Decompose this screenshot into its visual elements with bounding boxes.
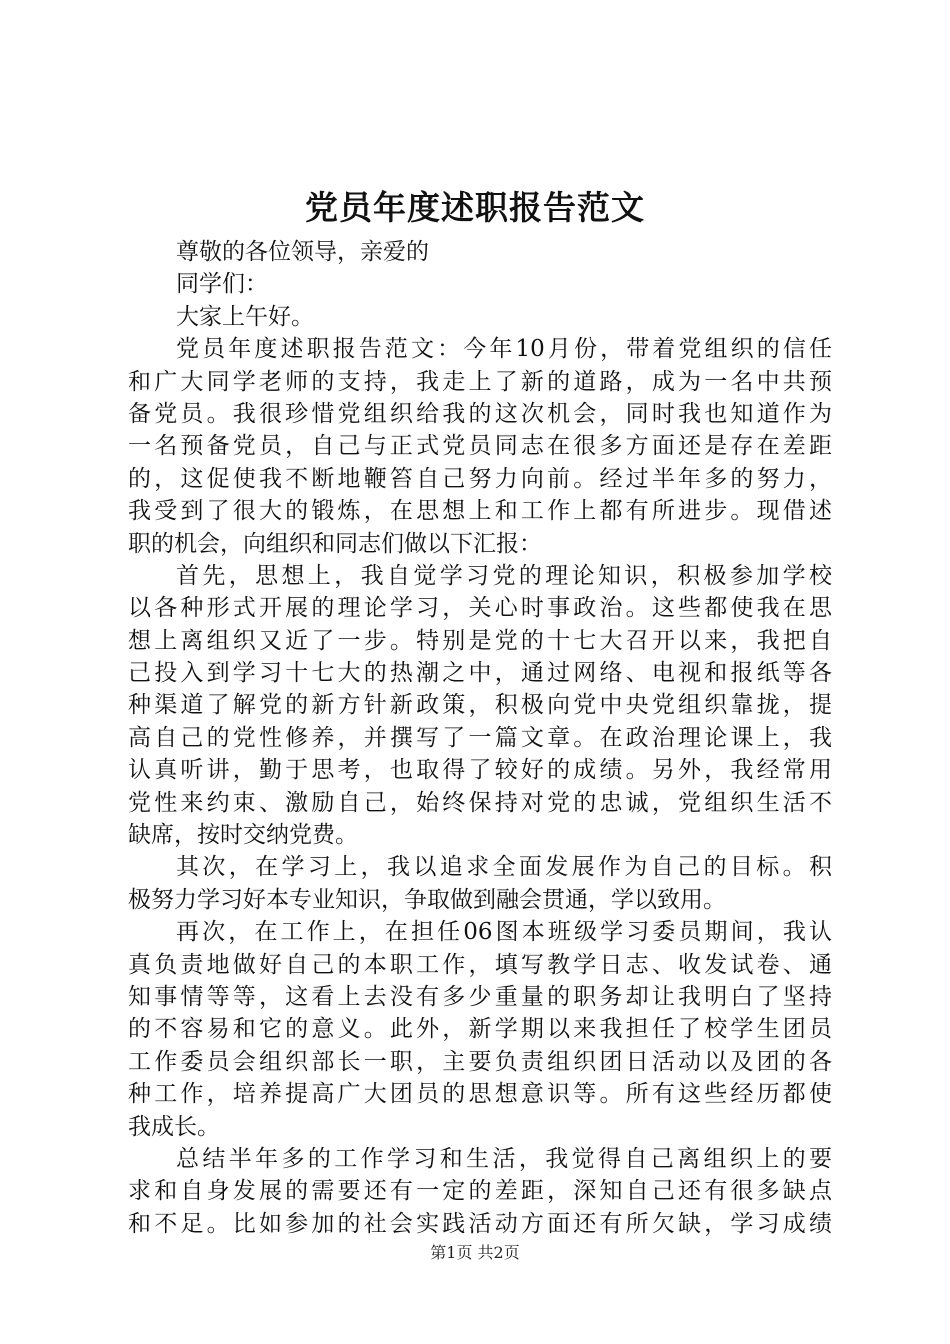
body-line: 己投入到学习十七大的热潮之中，通过网络、电视和报纸等各	[128, 660, 832, 687]
body-line: 工作委员会组织部长一职，主要负责组织团日活动以及团的各	[128, 1048, 832, 1075]
document-title: 党员年度述职报告范文	[305, 188, 645, 227]
body-line: 我成长。	[128, 1113, 220, 1140]
body-line: 以各种形式开展的理论学习，关心时事政治。这些都使我在思	[128, 595, 832, 622]
body-line: 知事情等等，这看上去没有多少重量的职务却让我明白了坚持	[128, 983, 832, 1010]
body-line: 种渠道了解党的新方针新政策，积极向党中央党组织靠拢，提	[128, 692, 832, 719]
body-line: 职的机会，向组织和同志们做以下汇报：	[128, 530, 542, 557]
body-line: 再次，在工作上，在担任06图本班级学习委员期间，我认	[176, 919, 832, 946]
body-line: 想上离组织又近了一步。特别是党的十七大召开以来，我把自	[128, 627, 832, 654]
body-line: 缺席，按时交纳党费。	[128, 822, 358, 849]
body-line: 大家上午好。	[176, 303, 314, 330]
body-line: 认真听讲，勤于思考，也取得了较好的成绩。另外，我经常用	[128, 757, 832, 784]
page-footer: 第1页 共2页	[430, 1243, 520, 1262]
body-line: 我受到了很大的锻炼，在思想上和工作上都有所进步。现借述	[128, 498, 832, 525]
body-line: 党性来约束、激励自己，始终保持对党的忠诚，党组织生活不	[128, 789, 832, 816]
body-line: 其次，在学习上，我以追求全面发展作为自己的目标。积	[176, 854, 832, 881]
body-line: 备党员。我很珍惜党组织给我的这次机会，同时我也知道作为	[128, 400, 832, 427]
body-line: 一名预备党员，自己与正式党员同志在很多方面还是存在差距	[128, 433, 832, 460]
document-body	[128, 236, 832, 1240]
body-line: 总结半年多的工作学习和生活，我觉得自己离组织上的要	[176, 1145, 832, 1172]
body-line: 真负责地做好自己的本职工作，填写教学日志、收发试卷、通	[128, 951, 832, 978]
body-line: 高自己的党性修养，并撰写了一篇文章。在政治理论课上，我	[128, 724, 832, 751]
body-line: 求和自身发展的需要还有一定的差距，深知自己还有很多缺点	[128, 1178, 832, 1205]
body-line: 尊敬的各位领导，亲爱的	[176, 239, 429, 265]
body-line: 和广大同学老师的支持，我走上了新的道路，成为一名中共预	[128, 368, 832, 395]
body-line: 党员年度述职报告范文：今年10月份，带着党组织的信任	[176, 336, 832, 363]
body-line: 的不容易和它的意义。此外，新学期以来我担任了校学生团员	[128, 1016, 832, 1043]
body-line: 首先，思想上，我自觉学习党的理论知识，积极参加学校	[176, 562, 832, 589]
body-line: 同学们：	[176, 271, 268, 298]
body-line: 种工作，培养提高广大团员的思想意识等。所有这些经历都使	[128, 1081, 832, 1108]
body-line: 极努力学习好本专业知识，争取做到融会贯通，学以致用。	[128, 886, 726, 913]
body-line: 和不足。比如参加的社会实践活动方面还有所欠缺，学习成绩	[128, 1210, 832, 1237]
body-line: 的，这促使我不断地鞭笞自己努力向前。经过半年多的努力，	[128, 465, 832, 492]
